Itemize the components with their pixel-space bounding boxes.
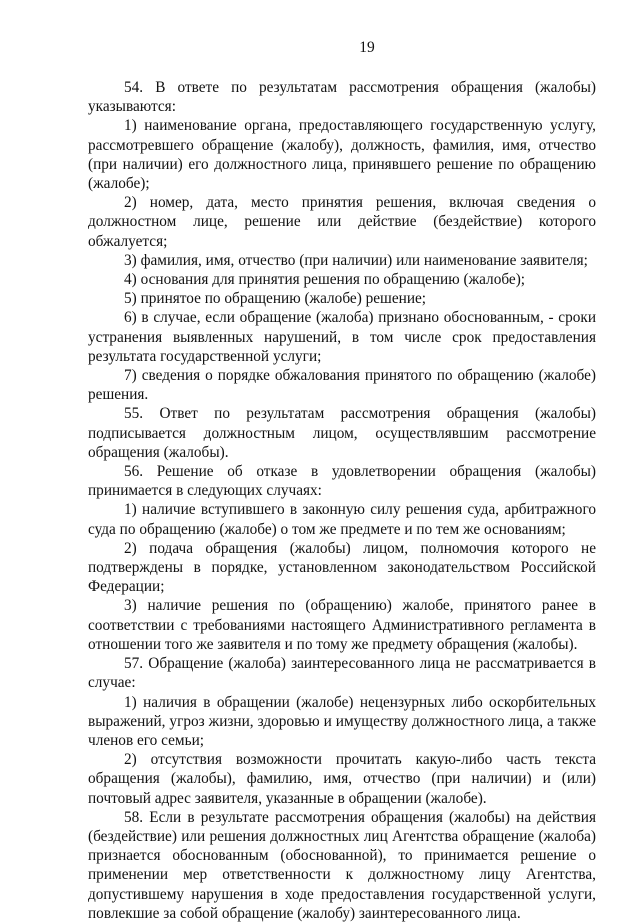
list-item-54-5: 5) принятое по обращению (жалобе) решение; [124, 290, 427, 308]
list-item-56-2: 2) подача обращения (жалобы) лицом, полномочия которого не подтверждены в порядке, установленном законодательством Российской Федерации; [88, 539, 596, 596]
paragraph-55: 55. Ответ по результатам рассмотрения обращения (жалобы) подписывается должностным лицом, осуществлявшим рассмотрение обращения (жалобы). [88, 405, 596, 461]
paragraph-58: 58. Если в результате рассмотрения обращения (жалобы) на действия (бездействие) или решения должностных лиц Агентства обращение (жалоба) признается обоснованным (обоснованной), то принимается решение о применении мер ответственности к должностному лицу Агентства, допустившему нарушения в ходе предоставления государственной услуги, повлекшие за собой обращение (жалобу) заинтересованного лица. [88, 808, 596, 922]
list-item-54-4: 4) основания для принятия решения по обращению (жалобе); [124, 271, 526, 289]
page-number: 19 [359, 39, 375, 56]
list-item-54-6: 6) в случае, если обращение (жалоба) признано обоснованным, - сроки устранения выявленных нарушений, в том числе срок предоставления результата государственной услуги; [88, 309, 596, 365]
list-item-56-1: 1) наличие вступившего в законную силу решения суда, арбитражного суда по обращению (жалобе) о том же предмете и по тем же основаниям; [88, 501, 596, 538]
list-item-54-3: 3) фамилия, имя, отчество (при наличии) или наименование заявителя; [124, 251, 588, 269]
list-item-57-1: 1) наличия в обращении (жалобе) нецензурных либо оскорбительных выражений, угроз жизни, здоровью и имуществу должностного лица, а также членов его семьи; [88, 693, 596, 749]
list-item-56-3: 3) наличие решения по (обращению) жалобе, принятого ранее в соответствии с требованиями настоящего Административного регламента в отношении того же заявителя и по тому же предмету обращения (жалобы). [88, 597, 596, 653]
list-item-54-7: 7) сведения о порядке обжалования принятого по обращению (жалобе) решения. [88, 367, 596, 404]
list-item-57-2: 2) отсутствия возможности прочитать какую-либо часть текста обращения (жалобы), фамилию, имя, отчество (при наличии) и (или) почтовый адрес заявителя, указанные в обращении (жалобе). [88, 751, 596, 807]
paragraph-54: 54. В ответе по результатам рассмотрения обращения (жалобы) указываются: [88, 79, 596, 116]
list-item-54-2: 2) номер, дата, место принятия решения, включая сведения о должностном лице, решение или действие (бездействие) которого обжалуется; [88, 194, 596, 250]
paragraph-56: 56. Решение об отказе в удовлетворении обращения (жалобы) принимается в следующих случаях: [88, 463, 596, 500]
list-item-54-1: 1) наименование органа, предоставляющего государственную услугу, рассмотревшего обращение (жалобу), должность, фамилия, имя, отчество (при наличии) его должностного лица, принявшего решение по обращению (жалобе); [88, 117, 596, 193]
paragraph-57: 57. Обращение (жалоба) заинтересованного лица не рассматривается в случае: [88, 655, 596, 692]
